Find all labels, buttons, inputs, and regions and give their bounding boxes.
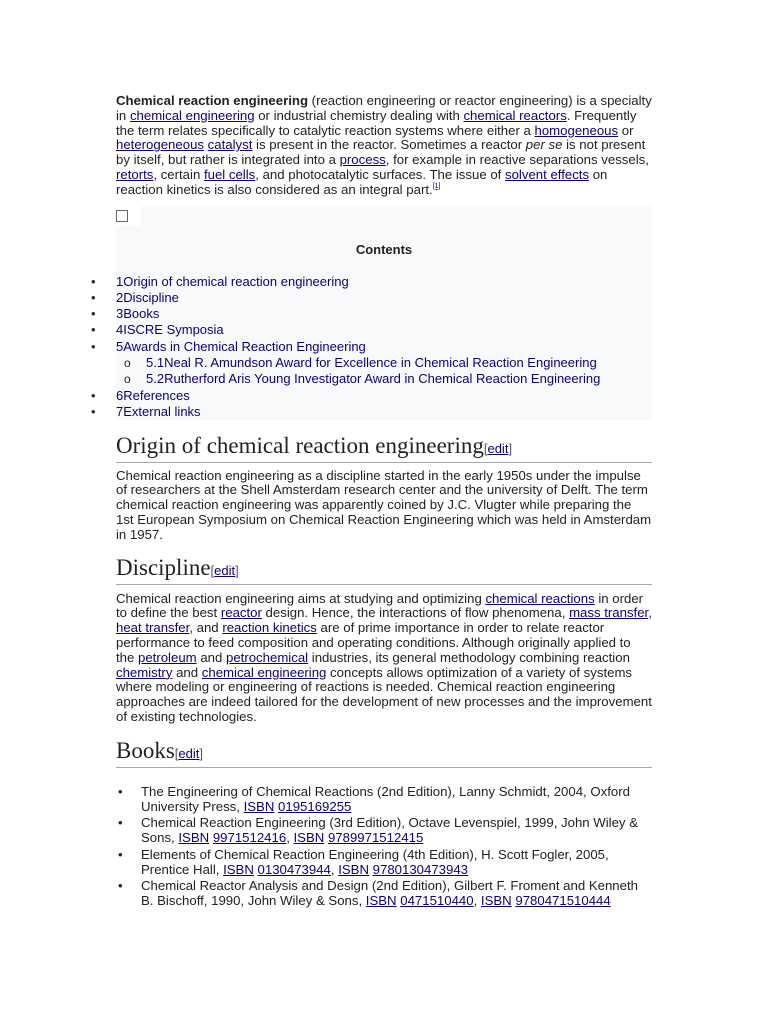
edit-link-origin[interactable]: edit xyxy=(487,440,509,456)
intro-text: , certain xyxy=(153,166,204,182)
intro-emphasis: per se xyxy=(525,137,563,153)
bullet: • xyxy=(91,322,96,338)
link-fuel-cells[interactable]: fuel cells xyxy=(203,166,256,182)
heading-text: Origin of chemical reaction engineering xyxy=(116,432,484,458)
toc-link-references[interactable] xyxy=(116,388,190,403)
toc-label: External links xyxy=(123,403,201,419)
bullet: o xyxy=(124,372,131,387)
toc-list xyxy=(91,273,652,421)
link-chemistry[interactable]: chemistry xyxy=(116,664,173,680)
isbn-link[interactable]: ISBN xyxy=(178,830,210,846)
link-chemical-engineering[interactable]: chemical engineering xyxy=(129,107,255,123)
discipline-text: in order to define the best xyxy=(116,590,644,621)
toc-label: Discipline xyxy=(123,289,179,305)
intro-text: or xyxy=(618,122,634,138)
link-chemical-engineering-2[interactable]: chemical engineering xyxy=(201,664,327,680)
isbn-number-link[interactable]: 0130473944 xyxy=(257,861,331,877)
toc-link-amundson[interactable] xyxy=(146,355,597,370)
edit-section: [edit] xyxy=(483,440,513,456)
toc-title: Contents xyxy=(355,241,413,257)
discipline-text: and xyxy=(196,649,226,665)
link-mass-transfer[interactable]: mass transfer xyxy=(569,605,649,621)
toc-number: 1 xyxy=(116,273,124,289)
bullet: • xyxy=(91,403,96,419)
link-reaction-kinetics[interactable]: reaction kinetics xyxy=(222,620,317,636)
link-petroleum[interactable]: petroleum xyxy=(138,649,197,665)
heading-origin xyxy=(116,433,652,463)
link-homogeneous[interactable]: homogeneous xyxy=(534,122,619,138)
toc-item[interactable] xyxy=(91,403,652,420)
toc-subitem[interactable] xyxy=(116,355,652,371)
bullet: o xyxy=(124,356,131,371)
isbn-link[interactable]: ISBN xyxy=(365,893,397,909)
isbn-link[interactable]: ISBN xyxy=(338,861,369,877)
toc-link-discipline[interactable] xyxy=(116,290,179,305)
intro-text: on reaction kinetics is also considered as an integral part. xyxy=(116,166,608,197)
toc-item[interactable] xyxy=(91,306,652,322)
isbn-link[interactable]: ISBN xyxy=(293,830,325,846)
isbn-number-link[interactable]: 9780471510444 xyxy=(515,893,611,909)
isbn-link[interactable]: ISBN xyxy=(223,861,254,877)
book-text: Elements of Chemical Reaction Engineering (4th Edition), H. Scott Fogler, 2005, Prentice Hall, xyxy=(141,846,609,877)
discipline-text: industries, its general methodology combining reaction xyxy=(308,649,630,665)
book-text: The Engineering of Chemical Reactions (2nd Edition), Lanny Schmidt, 2004, Oxford University Press, xyxy=(141,783,630,814)
link-retorts[interactable]: retorts xyxy=(116,166,154,182)
heading-text: Books xyxy=(116,737,175,763)
heading-text: Discipline xyxy=(116,554,211,580)
bullet: • xyxy=(118,815,123,831)
reference-1[interactable]: [1] xyxy=(432,182,441,190)
book-item xyxy=(116,784,652,814)
toc-subitem[interactable] xyxy=(116,371,652,387)
bullet: • xyxy=(91,306,96,322)
toc-number: 6 xyxy=(116,387,124,403)
toc-link-external[interactable] xyxy=(116,404,201,419)
toc-item[interactable] xyxy=(91,322,652,338)
isbn-number-link[interactable]: 0195169255 xyxy=(278,798,352,814)
toc-number: 3 xyxy=(116,306,124,322)
isbn-link[interactable]: ISBN xyxy=(480,893,512,909)
book-text: Chemical Reactor Analysis and Design (2nd Edition), Gilbert F. Froment and Kenneth B. Bischoff, 1990, John Wiley & Sons, xyxy=(141,877,638,909)
toc-item[interactable] xyxy=(91,338,652,355)
toc-number: 2 xyxy=(116,289,124,305)
discipline-text: and xyxy=(172,664,202,680)
link-solvent-effects[interactable]: solvent effects xyxy=(505,166,590,182)
toc-label: Awards in Chemical Reaction Engineering xyxy=(123,338,366,354)
discipline-paragraph xyxy=(116,592,652,725)
toc-number: 5.1 xyxy=(146,355,165,371)
toc-label: Books xyxy=(123,306,160,322)
toc-link-awards[interactable] xyxy=(116,339,366,354)
bullet: • xyxy=(91,273,96,289)
isbn-link[interactable]: ISBN xyxy=(243,798,275,814)
intro-text: or industrial chemistry dealing with xyxy=(254,107,464,123)
link-chemical-reactions[interactable]: chemical reactions xyxy=(485,590,595,606)
discipline-text: concepts allows optimization of a variety of systems where modeling or engineering of reactions is needed. Chemical reaction engineering approaches are indeed tailored for the development of new processes and the improvement of existing technologies. xyxy=(116,664,652,724)
book-text: Chemical Reaction Engineering (3rd Edition), Octave Levenspiel, 1999, John Wiley & Sons, xyxy=(141,815,638,846)
book-item: • Elements of Chemical Reaction Engineering (4th Edition), H. Scott Fogler, 2005, Prentice Hall, ISBN 0130473944, ISBN 9780130473943 xyxy=(118,846,609,877)
intro-text: is not present by itself, but rather is integrated into a xyxy=(116,137,646,168)
discipline-text: design. Hence, the interactions of flow phenomena, xyxy=(261,605,570,621)
toc-item[interactable] xyxy=(91,387,652,404)
book-item: • Chemical Reaction Engineering (3rd Edition), Octave Levenspiel, 1999, John Wiley & Sons, ISBN 9971512416, ISBN 9789971512415 xyxy=(118,815,638,846)
bullet: • xyxy=(118,783,123,799)
toc-item[interactable] xyxy=(91,273,652,290)
toc-label: ISCRE Symposia xyxy=(123,322,224,338)
toc-label: Rutherford Aris Young Investigator Award in Chemical Reaction Engineering xyxy=(164,371,601,387)
link-heat-transfer[interactable]: heat transfer xyxy=(116,620,190,636)
isbn-number-link[interactable]: 9971512416 xyxy=(212,830,287,846)
bullet: • xyxy=(91,338,96,354)
edit-link-discipline[interactable]: edit xyxy=(214,562,236,578)
link-heterogeneous[interactable]: heterogeneous xyxy=(116,137,204,153)
toc-link-iscre[interactable] xyxy=(116,322,224,337)
books-list xyxy=(116,784,652,909)
intro-text: (reaction engineering or reactor engineering) is a specialty in xyxy=(116,93,652,123)
origin-paragraph: Chemical reaction engineering as a discipline started in the early 1950s under the impulse of researchers at the Shell Amsterdam research center and the university of Delft. The term chemical reaction engineering was apparently coined by J.C. Vlugter while preparing the 1st European Symposium on Chemical Reaction Engineering which was held in Amsterdam in 1957. xyxy=(116,467,652,542)
discipline-text: Chemical reaction engineering aims at studying and optimizing xyxy=(116,590,486,606)
toc-label: Origin of chemical reaction engineering xyxy=(123,273,349,289)
toc-number: 5.2 xyxy=(146,371,165,387)
toc-link-origin[interactable] xyxy=(116,274,349,289)
bullet: • xyxy=(118,877,123,893)
table-of-contents xyxy=(91,206,652,420)
edit-section: [edit] xyxy=(174,745,204,761)
link-process[interactable]: process xyxy=(339,152,386,168)
heading-books xyxy=(116,738,652,768)
intro-paragraph xyxy=(116,94,652,198)
intro-text: , and photocatalytic surfaces. The issue of xyxy=(255,166,505,182)
link-catalyst[interactable]: catalyst xyxy=(207,137,253,153)
link-reactor[interactable]: reactor xyxy=(220,605,262,621)
toc-number: 5 xyxy=(116,338,124,354)
heading-discipline xyxy=(116,555,652,585)
edit-section: [edit] xyxy=(210,562,239,578)
discipline-text: , xyxy=(648,605,652,621)
discipline-text: are of prime importance in order to relate reactor performance to feed composition and operating conditions. Although originally applied to the xyxy=(116,620,631,665)
discipline-text: , and xyxy=(189,620,223,636)
toc-toggle-checkbox[interactable] xyxy=(116,210,128,222)
book-item: • Chemical Reactor Analysis and Design (2nd Edition), Gilbert F. Froment and Kenneth B. Bischoff, 1990, John Wiley & Sons, ISBN 0471510440, ISBN 9780471510444 xyxy=(118,877,638,909)
toc-item[interactable] xyxy=(91,289,652,306)
link-chemical-reactors[interactable]: chemical reactors xyxy=(463,107,567,123)
toc-link-books[interactable] xyxy=(116,306,159,321)
toc-label: References xyxy=(123,387,190,403)
intro-text: is present in the reactor. Sometimes a reactor xyxy=(252,137,526,153)
isbn-number-link[interactable]: 9789971512415 xyxy=(327,830,424,846)
bullet: • xyxy=(118,846,123,862)
intro-text: . Frequently the term relates specifically to catalytic reaction systems where either a xyxy=(116,107,637,138)
isbn-number-link[interactable]: 9780130473943 xyxy=(372,861,469,877)
link-petrochemical[interactable]: petrochemical xyxy=(226,649,309,665)
article-body xyxy=(91,93,652,909)
edit-link-books[interactable]: edit xyxy=(178,745,200,761)
toc-label: Neal R. Amundson Award for Excellence in Chemical Reaction Engineering xyxy=(164,355,597,371)
intro-text: , for example in reactive separations vessels, xyxy=(385,152,649,168)
intro-term: Chemical reaction engineering xyxy=(116,93,309,108)
bullet: • xyxy=(91,289,96,305)
toc-number: 7 xyxy=(116,403,124,419)
bullet: • xyxy=(91,387,96,403)
toc-link-aris[interactable] xyxy=(146,371,600,386)
toc-number: 4 xyxy=(116,322,124,338)
isbn-number-link[interactable]: 0471510440 xyxy=(400,893,474,909)
